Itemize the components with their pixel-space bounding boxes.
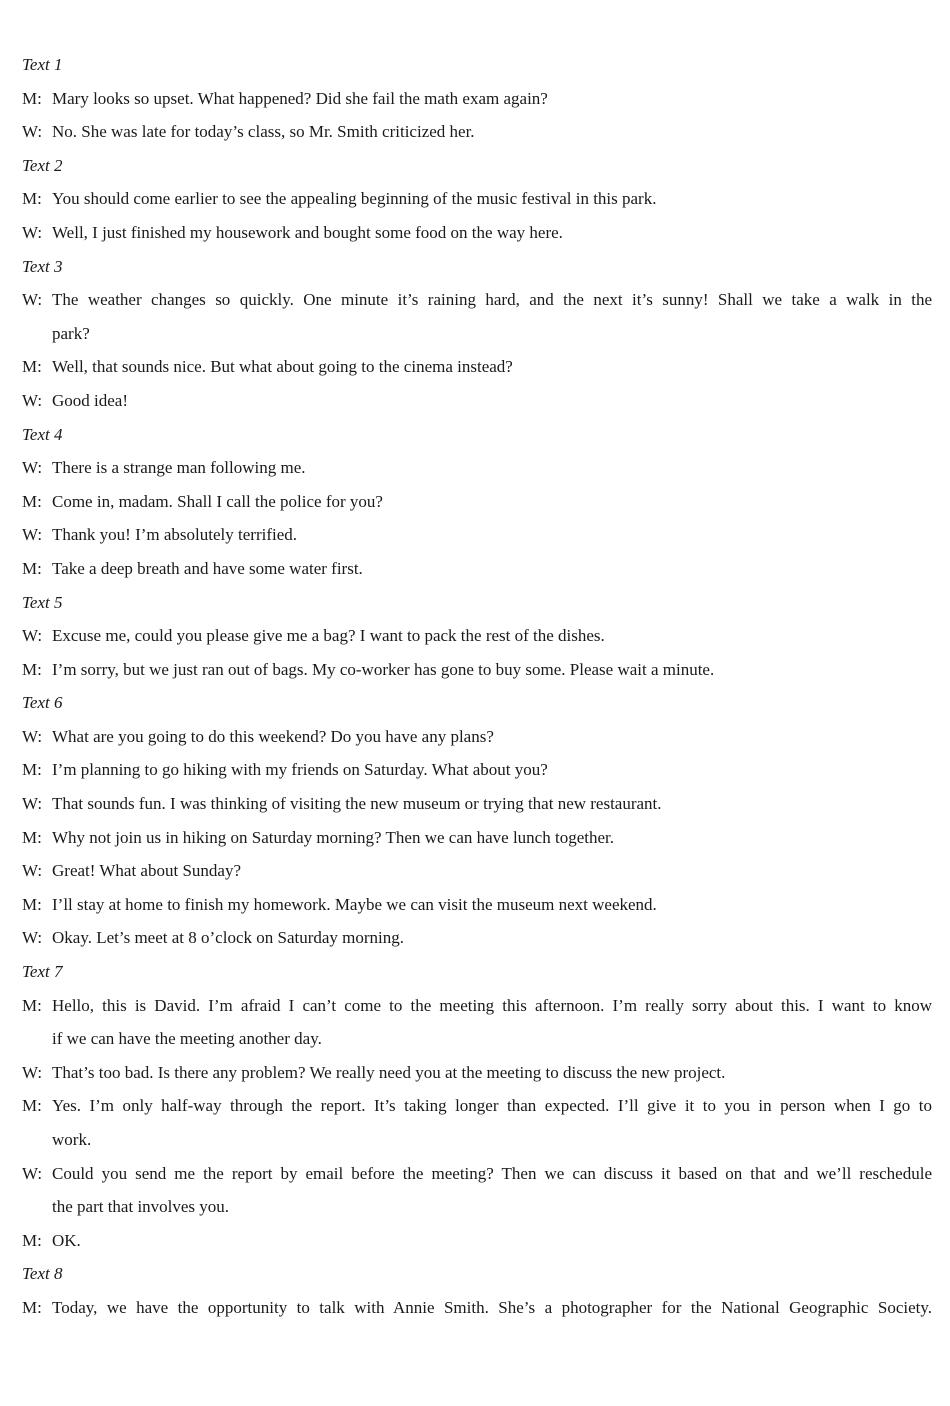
section-heading: Text 6 — [22, 693, 63, 713]
dialogue-text: That sounds fun. I was thinking of visiting the new museum or trying that new restaurant. — [52, 794, 662, 814]
speaker-label: W: — [22, 861, 43, 881]
dialogue-line — [22, 888, 932, 922]
dialogue-continuation: if we can have the meeting another day. — [52, 1029, 322, 1049]
section-heading: Text 5 — [22, 592, 63, 612]
speaker-label: M: — [22, 491, 42, 511]
dialogue-line — [22, 1056, 932, 1090]
dialogue-continuation: the part that involves you. — [52, 1197, 230, 1217]
speaker-label: M: — [22, 558, 42, 578]
dialogue-line — [22, 552, 932, 586]
dialogue-text: Take a deep breath and have some water first. — [52, 558, 363, 578]
section-heading: Text 7 — [22, 962, 63, 982]
dialogue-continuation: park? — [52, 323, 90, 343]
dialogue-line — [22, 720, 932, 754]
section-heading: Text 4 — [22, 424, 63, 444]
dialogue-line — [22, 384, 932, 418]
speaker-label: W: — [22, 1062, 43, 1082]
dialogue-text: The weather changes so quickly. One minute it’s raining hard, and the next it’s sunny! Shall we take a walk in the — [52, 290, 932, 310]
speaker-label: M: — [22, 1230, 42, 1250]
dialogue-text: Why not join us in hiking on Saturday morning? Then we can have lunch together. — [52, 827, 614, 847]
dialogue-line — [22, 821, 932, 855]
dialogue-line — [22, 485, 932, 519]
dialogue-text: Good idea! — [52, 390, 129, 410]
dialogue-line — [22, 182, 932, 216]
dialogue-text: Well, that sounds nice. But what about going to the cinema instead? — [52, 357, 513, 377]
speaker-label: W: — [22, 458, 43, 478]
speaker-label: W: — [22, 1163, 43, 1183]
dialogue-text: I’ll stay at home to finish my homework. Maybe we can visit the museum next weekend. — [52, 894, 657, 914]
dialogue-continuation: work. — [52, 1130, 92, 1149]
dialogue-text: Thank you! I’m absolutely terrified. — [52, 525, 298, 545]
dialogue-text: Could you send me the report by email before the meeting? Then we can discuss it based on that and we’ll reschedule — [52, 1163, 932, 1183]
dialogue-text: OK. — [52, 1230, 81, 1250]
section-heading: Text 1 — [22, 55, 63, 74]
speaker-label: M: — [22, 894, 42, 914]
dialogue-text: You should come earlier to see the appealing beginning of the music festival in this park. — [52, 189, 657, 209]
dialogue-line — [22, 1157, 932, 1191]
dialogue-text: No. She was late for today’s class, so Mr. Smith criticized her. — [52, 122, 475, 142]
dialogue-text: Hello, this is David. I’m afraid I can’t come to the meeting this afternoon. I’m really sorry about this. I want to know — [52, 995, 932, 1015]
dialogue-line — [22, 350, 932, 384]
dialogue-text: Today, we have the opportunity to talk with Annie Smith. She’s a photographer for the National Geographic Society. — [52, 1297, 932, 1317]
dialogue-line — [22, 216, 932, 250]
dialogue-line — [22, 82, 932, 116]
dialogue-text: Come in, madam. Shall I call the police for you? — [52, 491, 383, 511]
speaker-label: W: — [22, 726, 43, 746]
section-heading: Text 8 — [22, 1264, 63, 1284]
dialogue-line — [22, 1224, 932, 1258]
speaker-label: M: — [22, 1297, 42, 1317]
speaker-label: W: — [22, 290, 43, 310]
speaker-label: W: — [22, 928, 43, 948]
dialogue-text: What are you going to do this weekend? Do you have any plans? — [52, 726, 494, 746]
dialogue-text: That’s too bad. Is there any problem? We really need you at the meeting to discuss the new project. — [52, 1062, 726, 1082]
speaker-label: M: — [22, 189, 42, 209]
dialogue-line — [22, 653, 932, 687]
section-heading: Text 2 — [22, 155, 63, 175]
dialogue-line — [22, 753, 932, 787]
dialogue-line — [22, 1089, 932, 1123]
dialogue-line — [22, 854, 932, 888]
dialogue-text: Mary looks so upset. What happened? Did she fail the math exam again? — [52, 88, 548, 108]
dialogue-line — [22, 518, 932, 552]
speaker-label: M: — [22, 88, 42, 108]
dialogue-text: Well, I just finished my housework and bought some food on the way here. — [52, 222, 563, 242]
speaker-label: M: — [22, 827, 42, 847]
speaker-label: M: — [22, 1096, 42, 1116]
speaker-label: M: — [22, 357, 42, 377]
dialogue-text: Excuse me, could you please give me a bag? I want to pack the rest of the dishes. — [52, 626, 605, 646]
dialogue-text: Okay. Let’s meet at 8 o’clock on Saturday morning. — [52, 928, 405, 948]
dialogue-line — [22, 283, 932, 317]
dialogue-line — [22, 989, 932, 1023]
dialogue-text: Yes. I’m only half-way through the report. It’s taking longer than expected. I’ll give it to you in person when I go to — [52, 1096, 932, 1116]
dialogue-line — [22, 619, 932, 653]
speaker-label: M: — [22, 995, 42, 1015]
speaker-label: W: — [22, 794, 43, 814]
dialogue-text: I’m planning to go hiking with my friends on Saturday. What about you? — [52, 760, 548, 780]
dialogue-line — [22, 921, 932, 955]
section-heading: Text 3 — [22, 256, 63, 276]
speaker-label: W: — [22, 122, 43, 142]
dialogue-line — [22, 451, 932, 485]
dialogue-text: Great! What about Sunday? — [52, 861, 241, 881]
speaker-label: W: — [22, 626, 43, 646]
dialogue-text: There is a strange man following me. — [52, 458, 306, 478]
speaker-label: M: — [22, 760, 42, 780]
dialogue-line — [22, 787, 932, 821]
dialogue-text: I’m sorry, but we just ran out of bags. My co-worker has gone to buy some. Please wait a minute. — [52, 659, 715, 679]
dialogue-line — [22, 115, 932, 149]
transcript-document — [22, 48, 932, 1325]
speaker-label: W: — [22, 525, 43, 545]
dialogue-line — [22, 1291, 932, 1325]
speaker-label: W: — [22, 222, 43, 242]
speaker-label: M: — [22, 659, 42, 679]
speaker-label: W: — [22, 390, 43, 410]
